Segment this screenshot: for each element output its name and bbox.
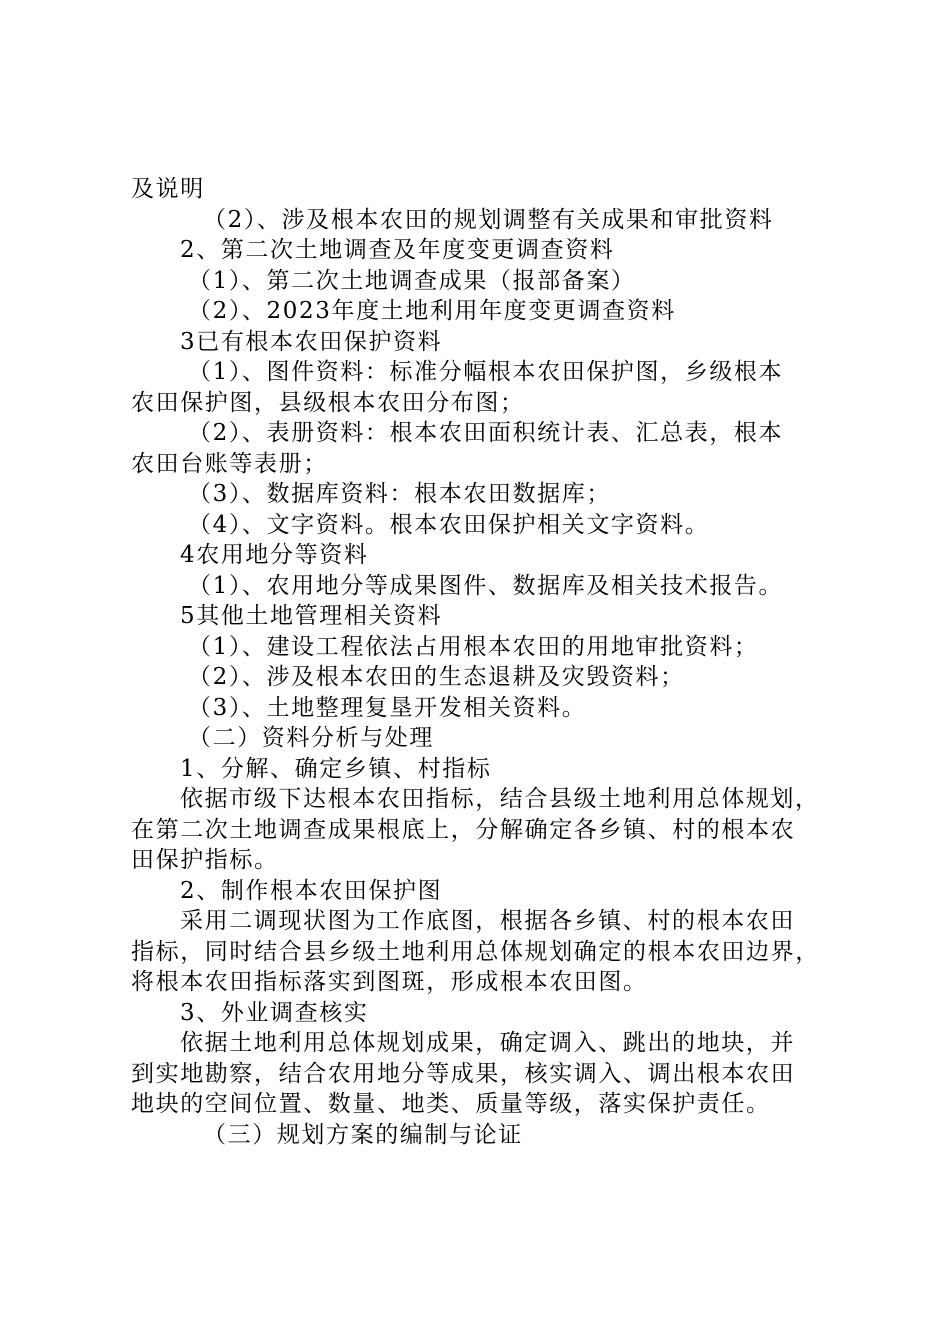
text-line: 农田保护图，县级根本农田分布图； (131, 389, 525, 416)
section-heading: 5其他土地管理相关资料 (180, 603, 443, 629)
text-line: 农田台账等表册； (131, 450, 328, 477)
list-item: （3）、土地整理复垦开发相关资料。 (188, 694, 587, 721)
list-item: （1）、第二次土地调查成果（报部备案） (188, 267, 636, 294)
section-heading: （三）规划方案的编制与论证 (203, 1121, 523, 1148)
paragraph-line: 地块的空间位置、数量、地类、质量等级，落实保护责任。 (131, 1091, 771, 1117)
section-heading: 2、制作根本农田保护图 (180, 877, 443, 904)
paragraph-line: 采用二调现状图为工作底图，根据各乡镇、村的根本农田 (180, 908, 795, 934)
document-body (131, 174, 831, 1150)
paragraph-line: 依据土地利用总体规划成果，确定调入、跳出的地块，并 (180, 1030, 795, 1056)
paragraph-line: 到实地勘察，结合农用地分等成果，核实调入、调出根本农田 (131, 1060, 796, 1087)
paragraph-line: 将根本农田指标落实到图斑，形成根本农田图。 (131, 969, 648, 995)
section-heading: 2、第二次土地调查及年度变更调查资料 (180, 237, 615, 263)
list-item: （1）、图件资料：标准分幅根本农田保护图，乡级根本 (188, 359, 784, 385)
list-item: （2）、表册资料：根本农田面积统计表、汇总表，根本 (188, 420, 784, 446)
paragraph-line: 在第二次土地调查成果根底上，分解确定各乡镇、村的根本农 (131, 816, 796, 843)
section-heading: （二）资料分析与处理 (188, 725, 434, 751)
section-heading: 3、外业调查核实 (180, 999, 369, 1026)
paragraph-line: 指标，同时结合县乡级土地利用总体规划确定的根本农田边界， (131, 938, 820, 965)
list-item: （2）、涉及根本农田的生态退耕及灾毁资料； (188, 664, 685, 690)
text-line: 及说明 (131, 176, 205, 202)
section-heading: 4农用地分等资料 (180, 542, 369, 568)
list-item: （1）、建设工程依法占用根本农田的用地审批资料； (188, 633, 759, 660)
list-item: （4）、文字资料。根本农田保护相关文字资料。 (188, 511, 710, 538)
section-heading: 1、分解、确定乡镇、村指标 (180, 755, 492, 782)
list-item: （1）、农用地分等成果图件、数据库及相关技术报告。 (188, 572, 784, 599)
list-item: （2）、2023年度土地利用年度变更调查资料 (188, 298, 676, 324)
paragraph-line: 田保护指标。 (131, 847, 279, 873)
text-line: （2）、涉及根本农田的规划调整有关成果和审批资料 (203, 206, 774, 233)
list-item: （3）、数据库资料：根本农田数据库； (188, 481, 611, 507)
paragraph-line: 依据市级下达根本农田指标，结合县级土地利用总体规划， (180, 786, 820, 812)
section-heading: 3已有根本农田保护资料 (180, 328, 443, 355)
